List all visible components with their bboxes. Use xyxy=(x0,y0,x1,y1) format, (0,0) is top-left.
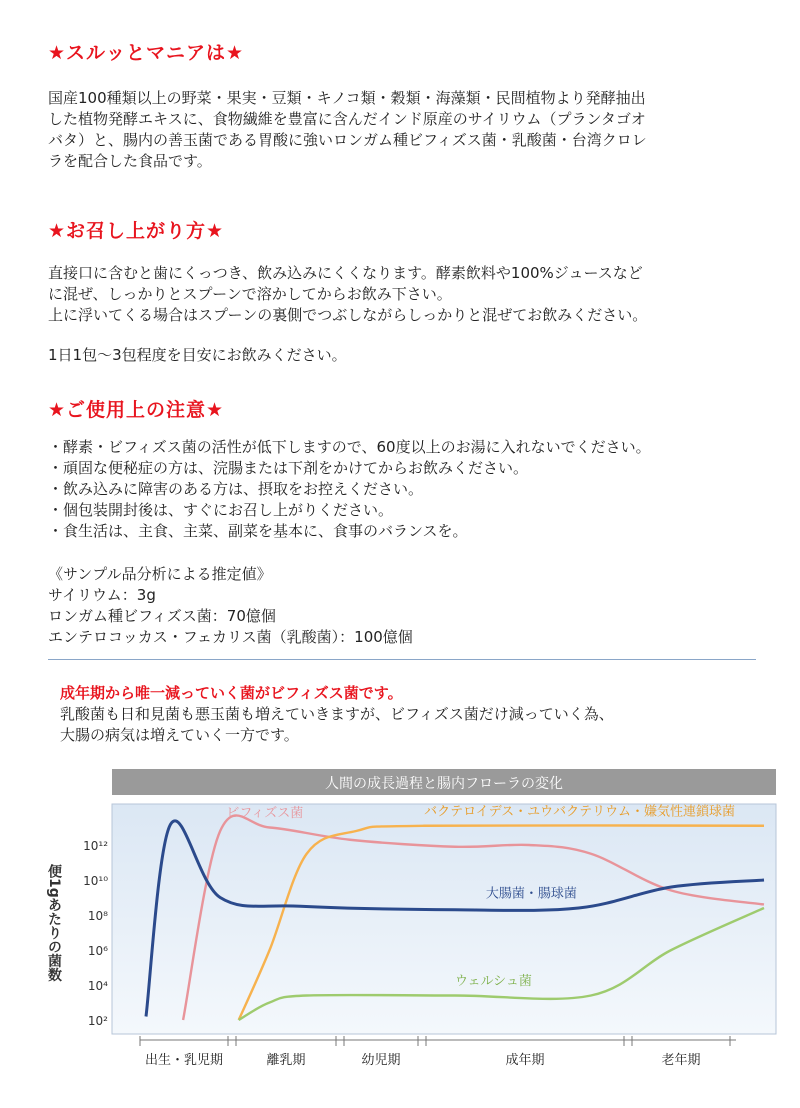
caution-item: ・食生活は、主食、主菜、副菜を基本に、食事のバランスを。 xyxy=(48,522,468,540)
analysis-block xyxy=(48,564,768,648)
stage-label: 出生・乳児期 xyxy=(144,1053,224,1068)
intro-line: ラを配合した食品です。 xyxy=(48,152,212,170)
caution-item: ・酵素・ビフィズス菌の活性が低下しますので、60度以上のお湯に入れないでください。 xyxy=(48,438,651,456)
stage-label: 離乳期 xyxy=(266,1053,306,1068)
usage-line: 直接口に含むと歯にくっつき、飲み込みにくくなります。酵素飲料や100%ジュースなど xyxy=(48,264,643,282)
note-line: 大腸の病気は増えていく一方です。 xyxy=(60,726,299,744)
intro-line: した植物発酵エキスに、食物繊維を豊富に含んだインド原産のサイリウム（プランタゴオ xyxy=(48,110,646,128)
analysis-line: ロンガム種ビフィズス菌：70億個 xyxy=(48,607,276,625)
series-label: ビフィズス菌 xyxy=(226,806,304,821)
chart-title: 人間の成長過程と腸内フローラの変化 xyxy=(325,776,563,792)
y-axis-label: 便1gあたりの菌数 xyxy=(46,864,62,982)
dosage-text: 1日1包～3包程度を目安にお飲みください。 xyxy=(48,346,347,364)
intro-line: バタ）と、腸内の善玉菌である胃酸に強いロンガム種ビフィズス菌・乳酸菌・台湾クロレ xyxy=(48,131,647,149)
intro-title: ★スルッとマニアは★ xyxy=(48,42,245,64)
intro-paragraph xyxy=(48,88,768,172)
y-tick-label: 10¹² xyxy=(83,839,108,853)
usage-line: に混ぜ、しっかりとスプーンで溶かしてからお飲み下さい。 xyxy=(48,285,452,303)
caution-item: ・個包装開封後は、すぐにお召し上がりください。 xyxy=(48,501,394,519)
stage-label: 老年期 xyxy=(661,1053,701,1068)
analysis-line: サイリウム：3g xyxy=(48,586,156,604)
divider xyxy=(48,659,756,660)
series-label: バクテロイデス・ユウバクテリウム・嫌気性連鎖球菌 xyxy=(424,804,736,820)
stage-label: 成年期 xyxy=(505,1053,545,1068)
y-tick-label: 10¹⁰ xyxy=(83,874,108,888)
stage-label: 幼児期 xyxy=(361,1053,401,1068)
y-tick-label: 10⁴ xyxy=(87,979,108,993)
plot-area xyxy=(112,804,776,1034)
analysis-line: エンテロコッカス・フェカリス菌（乳酸菌）：100億個 xyxy=(48,628,413,646)
analysis-line: 《サンプル品分析による推定値》 xyxy=(48,565,272,583)
usage-paragraph xyxy=(48,263,768,326)
y-tick-label: 10² xyxy=(87,1014,108,1028)
intro-line: 国産100種類以上の野菜・果実・豆類・キノコ類・穀類・海藻類・民間植物より発酵抽出 xyxy=(48,89,646,107)
usage-title: ★お召し上がり方★ xyxy=(48,220,225,242)
usage-dosage xyxy=(48,345,768,366)
note-block xyxy=(60,683,780,746)
caution-item: ・頑固な便秘症の方は、浣腸または下剤をかけてからお飲みください。 xyxy=(48,459,529,477)
series-label: 大腸菌・腸球菌 xyxy=(485,886,577,902)
y-tick-label: 10⁸ xyxy=(87,909,108,923)
caution-item: ・飲み込みに障害のある方は、摂取をお控えください。 xyxy=(48,480,424,498)
flora-chart-svg xyxy=(40,766,780,1102)
caution-list xyxy=(48,437,768,542)
note-headline: 成年期から唯一減っていく菌がビフィズス菌です。 xyxy=(60,684,403,702)
flora-chart xyxy=(40,766,780,1102)
note-line: 乳酸菌も日和見菌も悪玉菌も増えていきますが、ビフィズス菌だけ減っていく為、 xyxy=(60,705,614,723)
caution-title: ★ご使用上の注意★ xyxy=(48,399,225,421)
usage-line: 上に浮いてくる場合はスプーンの裏側でつぶしながらしっかりと混ぜてお飲みください。 xyxy=(48,306,648,324)
series-label: ウェルシュ菌 xyxy=(455,974,532,989)
y-tick-label: 10⁶ xyxy=(87,944,108,958)
